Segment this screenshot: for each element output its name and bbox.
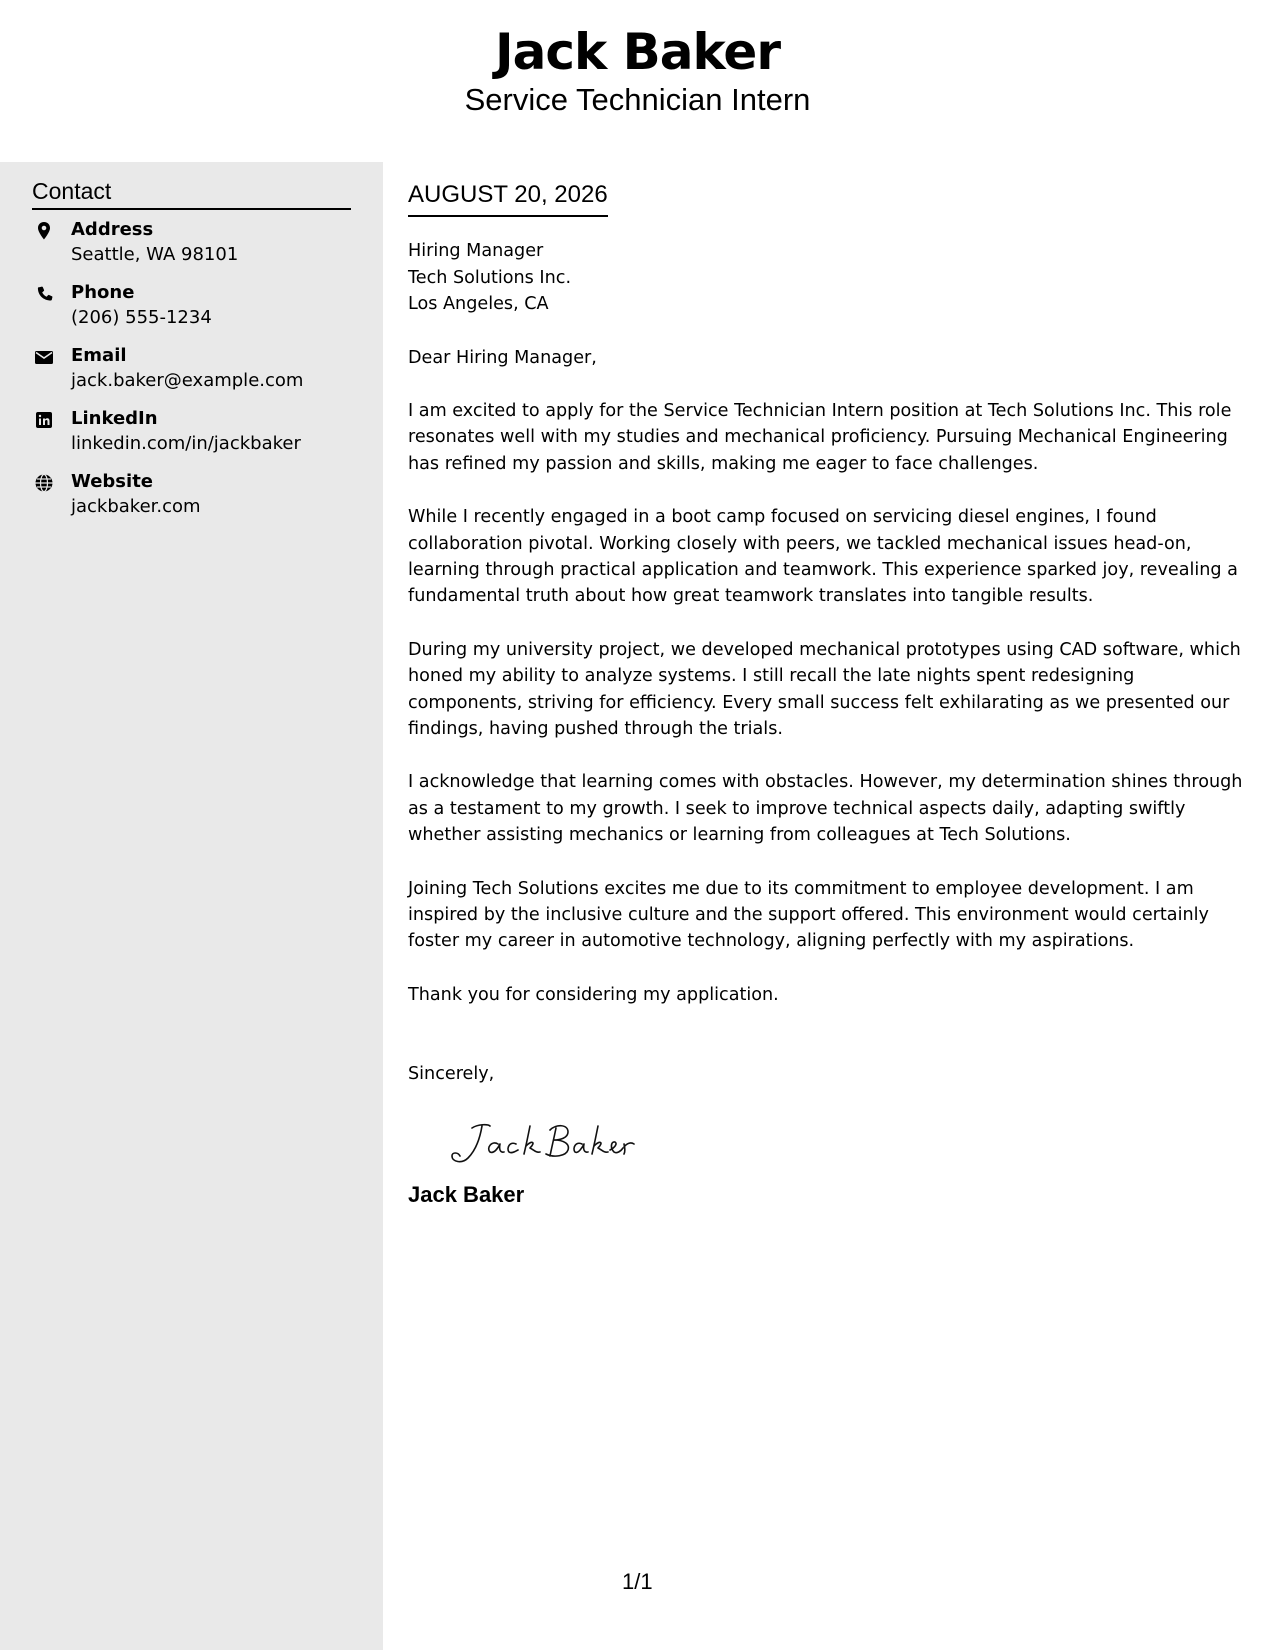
body-paragraph: I am excited to apply for the Service Technician Intern position at Tech Solutions Inc. This role resonates well with my studies and mechanical proficiency. Pursuing Mechanical Engineering has refined my passion and skills, making me eager to face challenges. bbox=[408, 400, 1232, 474]
contact-item-website bbox=[32, 470, 362, 533]
page-number: 1/1 bbox=[622, 1569, 653, 1594]
contact-value: (206) 555-1234 bbox=[71, 307, 212, 328]
contact-item-email bbox=[32, 344, 362, 407]
contact-list bbox=[32, 218, 362, 533]
contact-value: Seattle, WA 98101 bbox=[71, 244, 239, 265]
recipient-block bbox=[408, 238, 1253, 318]
letter-content bbox=[408, 238, 1253, 1210]
recipient-line: Tech Solutions Inc. bbox=[408, 267, 572, 288]
map-pin-icon bbox=[34, 221, 54, 241]
contact-label: Website bbox=[71, 471, 154, 492]
contact-label: Phone bbox=[71, 282, 135, 303]
handwritten-signature bbox=[438, 1114, 638, 1174]
letter-date: AUGUST 20, 2026 bbox=[408, 179, 608, 217]
body-paragraph: Thank you for considering my application. bbox=[408, 984, 779, 1005]
envelope-icon bbox=[34, 347, 54, 367]
contact-value: linkedin.com/in/jackbaker bbox=[71, 433, 301, 454]
salutation: Dear Hiring Manager, bbox=[408, 347, 597, 368]
contact-item-address bbox=[32, 218, 362, 281]
applicant-name: Jack Baker bbox=[495, 23, 780, 81]
body-paragraph: During my university project, we developed mechanical prototypes using CAD software, which honed my ability to analyze systems. I still recall the late nights spent redesigning components, striving for efficiency. Every small success felt exhilarating as we presented our findings, having pushed through the trials. bbox=[408, 639, 1241, 739]
contact-value: jackbaker.com bbox=[71, 496, 201, 517]
letter-body bbox=[408, 162, 1253, 1210]
contact-label: Address bbox=[71, 219, 154, 240]
body-paragraph: While I recently engaged in a boot camp focused on servicing diesel engines, I found collaboration pivotal. Working closely with peers, we tackled mechanical issues head-on, learning through practical application and teamwork. This experience sparked joy, revealing a fundamental truth about how great teamwork translates into tangible results. bbox=[408, 507, 1238, 607]
signer-name: Jack Baker bbox=[408, 1181, 525, 1207]
contact-item-linkedin bbox=[32, 407, 362, 470]
contact-sidebar bbox=[0, 162, 383, 1650]
phone-icon bbox=[34, 284, 54, 304]
globe-icon bbox=[34, 473, 54, 493]
contact-item-phone bbox=[32, 281, 362, 344]
recipient-line: Los Angeles, CA bbox=[408, 294, 549, 314]
contact-label: LinkedIn bbox=[71, 408, 158, 429]
linkedin-icon bbox=[34, 410, 54, 430]
contact-heading: Contact bbox=[32, 176, 351, 210]
job-title: Service Technician Intern bbox=[464, 82, 811, 117]
contact-label: Email bbox=[71, 345, 127, 366]
closing: Sincerely, bbox=[408, 1064, 495, 1085]
document-header bbox=[0, 0, 1275, 162]
body-paragraph: Joining Tech Solutions excites me due to its commitment to employee development. I am inspired by the inclusive culture and the support offered. This environment would certainly foster my career in automotive technology, aligning perfectly with my aspirations. bbox=[408, 878, 1209, 952]
body-paragraph: I acknowledge that learning comes with obstacles. However, my determination shines through as a testament to my growth. I seek to improve technical aspects daily, adapting swiftly whether assisting mechanics or learning from colleagues at Tech Solutions. bbox=[408, 772, 1243, 846]
recipient-line: Hiring Manager bbox=[408, 241, 544, 261]
contact-value: jack.baker@example.com bbox=[71, 370, 304, 391]
